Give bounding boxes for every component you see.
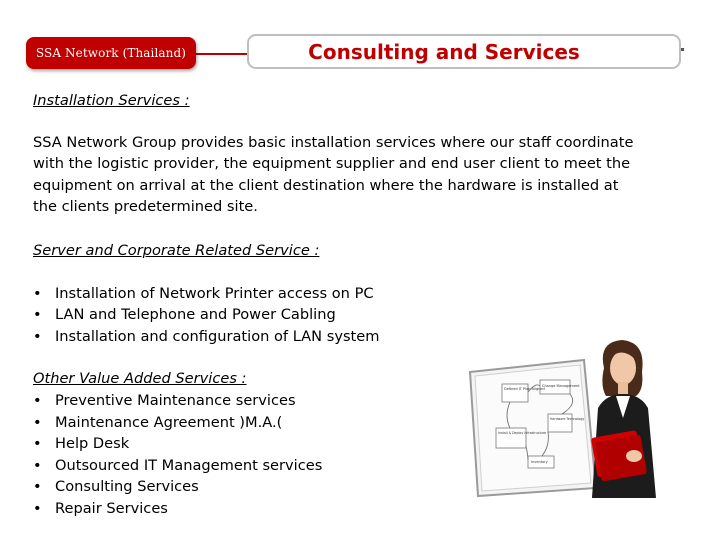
bullet-icon: • [33, 327, 42, 345]
bullet-icon: • [33, 306, 42, 324]
server-heading: Server and Corporate Related Service : [33, 241, 320, 259]
installation-heading: Installation Services : [33, 92, 190, 109]
spacer [33, 112, 653, 132]
woman-figure-icon [591, 340, 656, 498]
whiteboard-icon [470, 360, 596, 496]
list-item-label: Repair Services [55, 499, 168, 517]
installation-body: SSA Network Group provides basic installation services where our staff coordinate with the logistic provider, the equipment supplier and end user client to meet the equipment on arrival at the client destination where the hardware is installed at the clients predetermined site. [33, 133, 634, 216]
whiteboard-label: Hardware Technology [550, 417, 585, 421]
bullet-icon: • [33, 499, 42, 517]
title-banner-dot [681, 48, 684, 51]
spacer [33, 262, 653, 283]
whiteboard-label: Change Management [542, 384, 580, 388]
page-title: Consulting and Services [308, 39, 580, 64]
list-item [33, 304, 653, 326]
list-item [33, 498, 653, 520]
bullet-icon: • [33, 435, 42, 453]
title-banner [247, 34, 681, 69]
list-item-label: Preventive Maintenance services [55, 391, 296, 409]
spacer [33, 218, 653, 240]
list-item-label: Help Desk [55, 435, 130, 453]
bullet-icon: • [33, 391, 42, 409]
other-heading: Other Value Added Services : [33, 370, 247, 388]
list-item-label: LAN and Telephone and Power Cabling [55, 306, 336, 324]
list-item-label: Installation and configuration of LAN system [55, 327, 380, 345]
list-item-label: Outsourced IT Management services [55, 456, 323, 474]
header-connector-line [195, 53, 250, 55]
whiteboard-label: Install & Deploy Infrastructure [498, 431, 547, 435]
bullet-icon: • [33, 478, 42, 496]
whiteboard-label: Defined IT Plan Aligned [504, 387, 545, 391]
brand-badge [26, 37, 196, 69]
list-item-label: Consulting Services [55, 478, 199, 496]
list-item-label: Maintenance Agreement )M.A.( [55, 413, 283, 431]
list-item [33, 283, 653, 305]
consultant-illustration [466, 338, 666, 498]
brand-label: SSA Network (Thailand) [35, 46, 187, 60]
bullet-icon: • [33, 413, 42, 431]
list-item-label: Installation of Network Printer access on PC [55, 284, 374, 302]
bullet-icon: • [33, 284, 42, 302]
whiteboard-label: Inventory [531, 460, 548, 464]
bullet-icon: • [33, 456, 42, 474]
